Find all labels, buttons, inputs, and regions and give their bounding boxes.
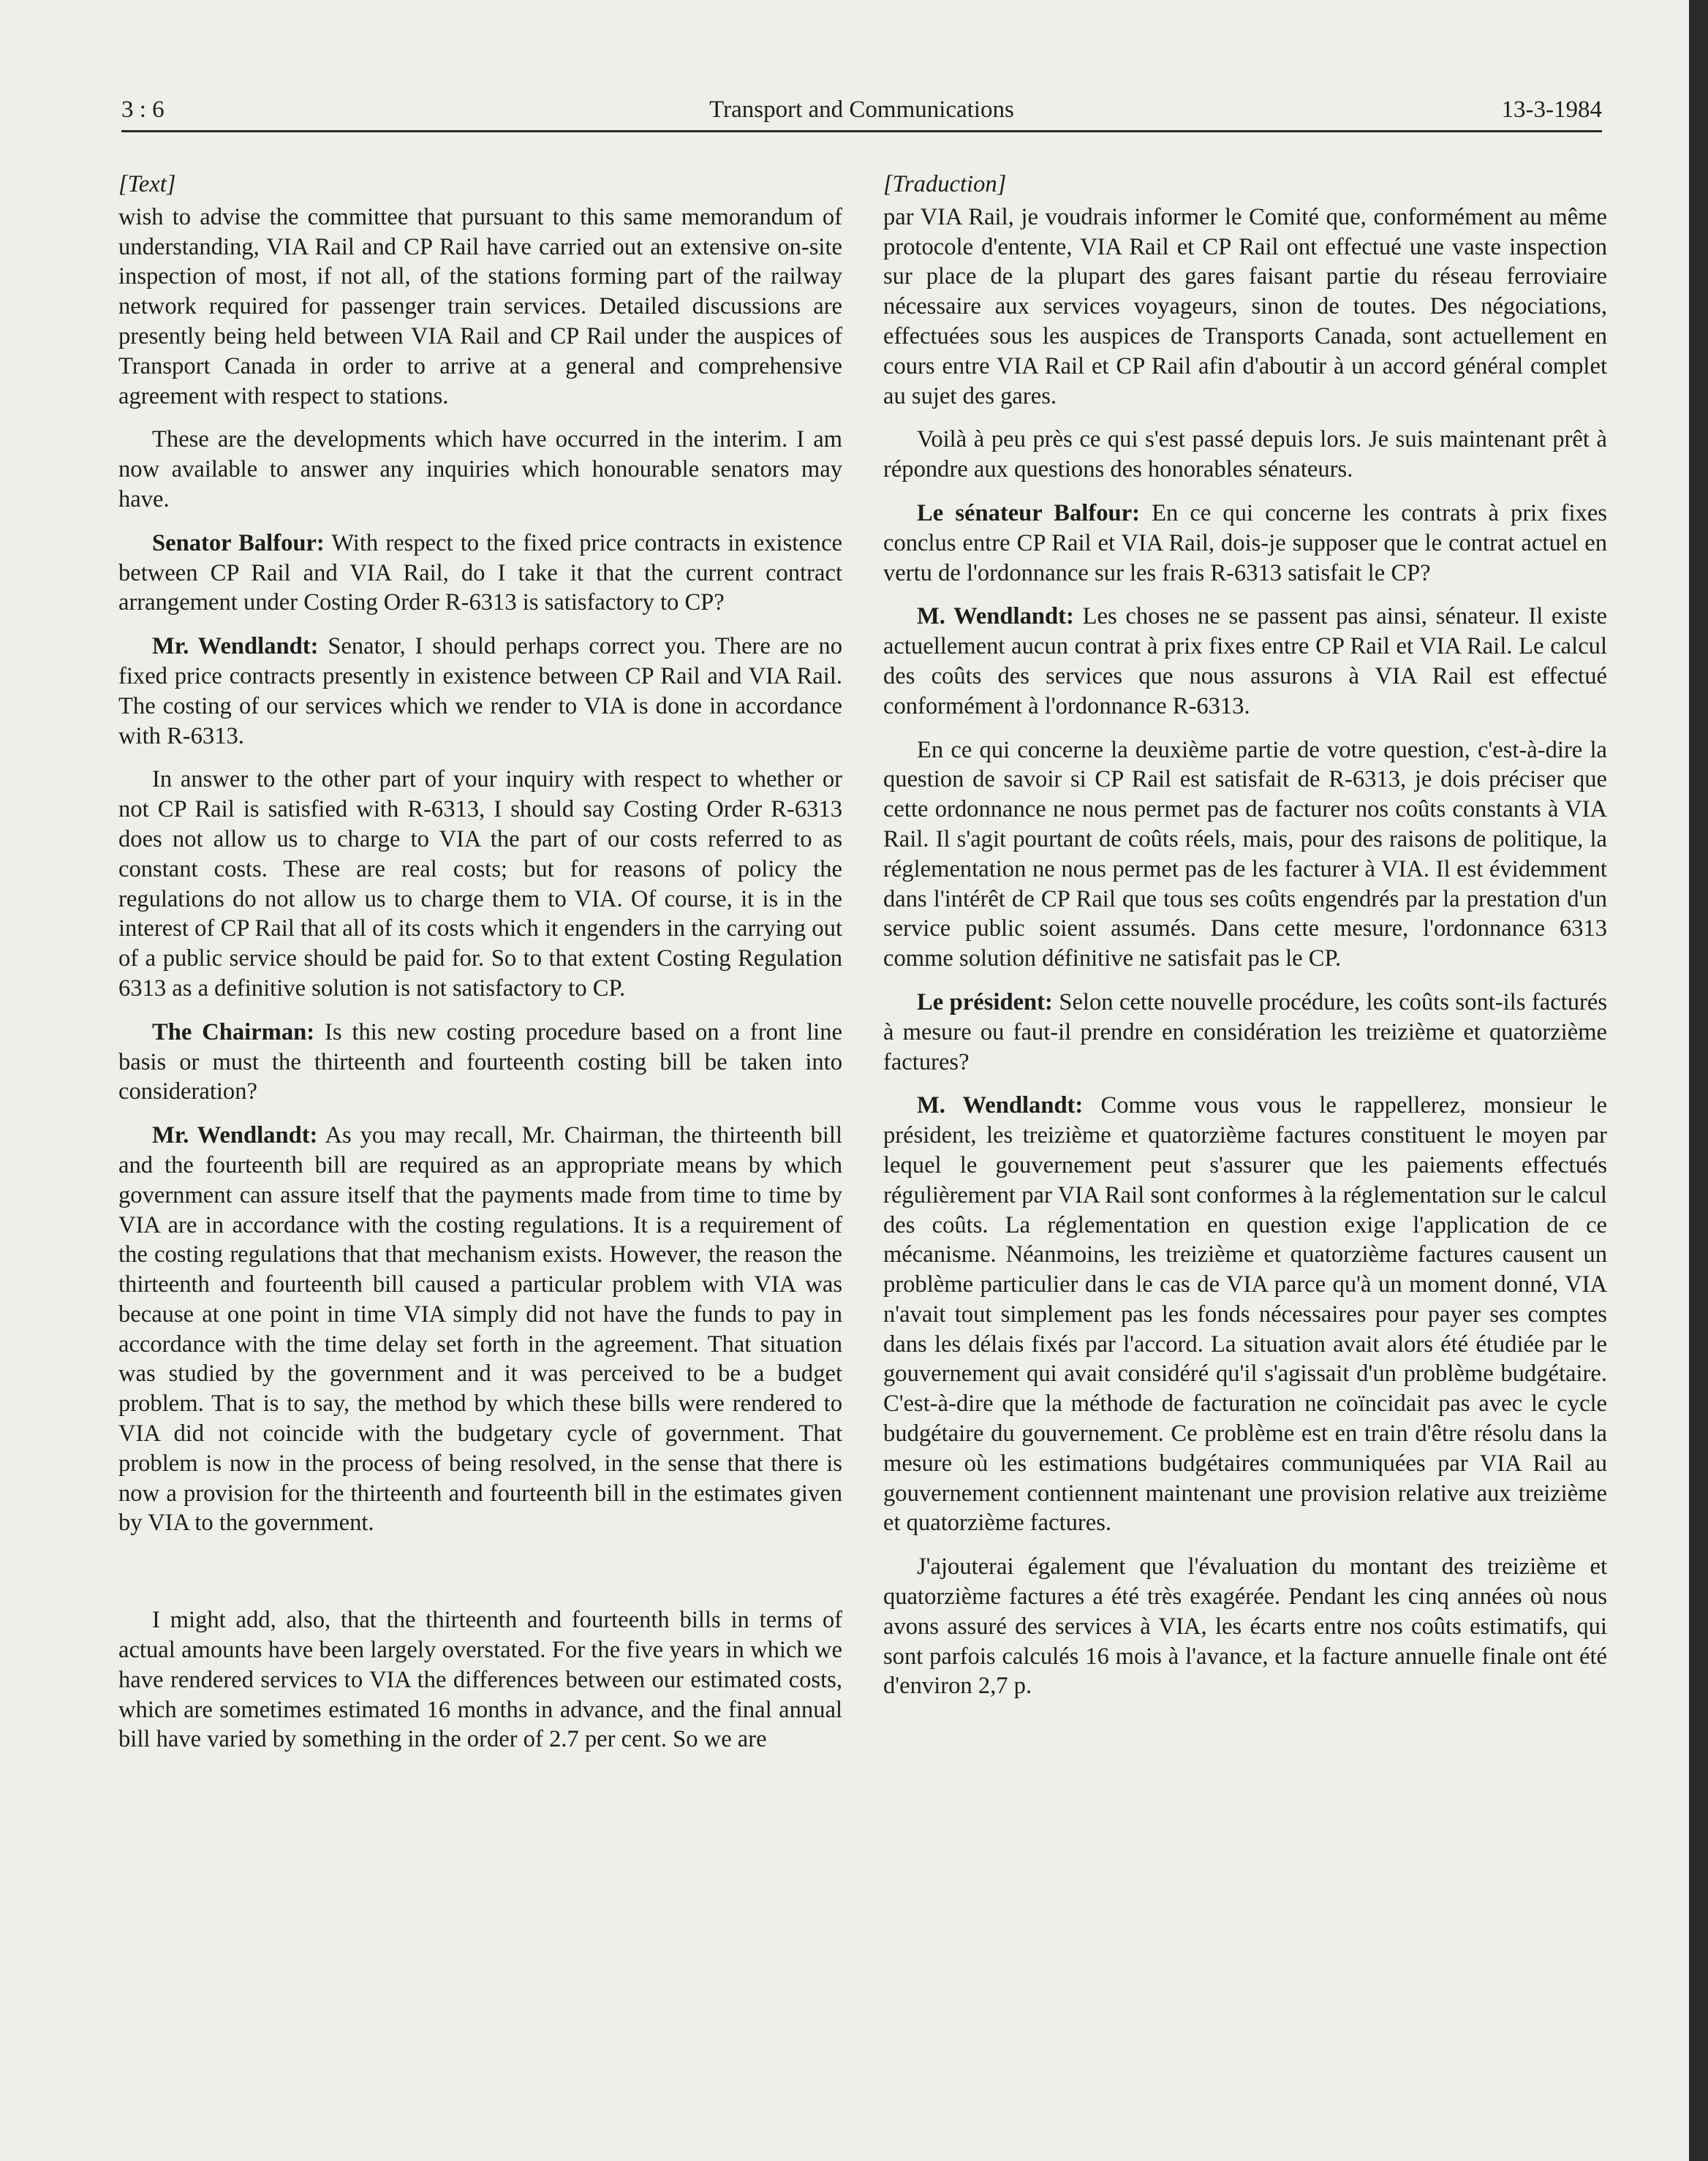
paragraph: par VIA Rail, je voudrais informer le Comité que, conformément au même protocole d'entente, VIA Rail et CP Rail ont effectué une vaste inspection sur place de la plupart des gares faisant partie du réseau ferroviaire nécessaire aux services voyageurs, sinon de toutes. Des négociations, effectuées sous les auspices de Transports Canada, sont actuellement en cours entre VIA Rail et CP Rail afin d'aboutir à un accord général complet au sujet des gares.	[883, 203, 1607, 409]
speech-text: Is this new costing procedure based on a front line basis or must the thirteenth and fourteenth costing bill be taken into consideration?	[118, 1018, 842, 1105]
paragraph: J'ajouterai également que l'évaluation du montant des treizième et quatorzième factures a été très exagérée. Pendant les cinq années où nous avons assuré des services à VIA, les écarts entre nos coûts estimatifs, qui sont parfois calculés 16 mois à l'avance, et la facture annuelle finale ont été d'environ 2,7 p.	[883, 1553, 1607, 1700]
paragraph: wish to advise the committee that pursuant to this same memorandum of understanding, VIA Rail and CP Rail have carried out an extensive on-site inspection of most, if not all, of the stations forming part of the railway network required for passenger train services. Detailed discussions are presently being held between VIA Rail and CP Rail under the auspices of Transport Canada in order to arrive at a general and comprehensive agreement with respect to stations.	[118, 203, 842, 409]
speaker-name: Le président:	[917, 988, 1053, 1015]
column-tag: [Text]	[118, 171, 176, 197]
paragraph	[883, 602, 1607, 721]
speaker-name: M. Wendlandt:	[917, 1092, 1084, 1119]
paragraph	[118, 1018, 842, 1107]
speech-text: Comme vous vous le rappellerez, monsieur le président, les treizième et quatorzième factures constituent le moyen par lequel le gouvernement peut s'assurer que les paiements effectués régulièrement par VIA Rail sont conformes à la réglementation sur le calcul des coûts. La réglementation en question exige l'application de ce mécanisme. Néanmoins, les treizième et quatorzième factures causent un problème particulier dans le cas de VIA parce qu'à un moment donné, VIA n'avait tout simplement pas les fonds nécessaires pour payer ses comptes dans les délais fixés par l'accord. La situation avait alors été étudiée par le gouvernement qui avait considéré qu'il s'agissait d'un problème budgétaire. C'est-à-dire que la méthode de facturation ne coïncidait pas avec le cycle budgétaire du gouvernement. Ce problème est en train d'être résolu dans la mesure où les estimations budgétaires communiquées par VIA Rail au gouvernement contiennent maintenant une provision relative aux treizième et quatorzième factures.	[883, 1092, 1607, 1537]
paragraph	[118, 632, 842, 751]
issue-date: 13-3-1984	[1501, 96, 1602, 123]
paragraph	[118, 1121, 842, 1538]
page-edge-shadow	[1689, 0, 1708, 2161]
paragraph: These are the developments which have occurred in the interim. I am now available to answer any inquiries which honourable senators may have.	[118, 426, 842, 512]
publication-title: Transport and Communications	[709, 96, 1014, 123]
speech-text: En ce qui concerne les contrats à prix fixes conclus entre CP Rail et VIA Rail, dois-je supposer que le contrat actuel en vertu de l'ordonnance sur les frais R-6313 satisfait le CP?	[883, 499, 1607, 586]
speech-text: Les choses ne se passent pas ainsi, sénateur. Il existe actuellement aucun contrat à prix fixes entre CP Rail et VIA Rail. Le calcul des coûts des services que nous assurons à VIA Rail est effectué conformément à l'ordonnance R-6313.	[883, 603, 1607, 719]
page-header	[121, 94, 1602, 132]
paragraph	[883, 1091, 1607, 1538]
paragraph: In answer to the other part of your inquiry with respect to whether or not CP Rail is satisfied with R-6313, I should say Costing Order R-6313 does not allow us to charge to VIA the part of our costs referred to as constant costs. These are real costs; but for reasons of policy the regulations do not allow us to charge them to VIA. Of course, it is in the interest of CP Rail that all of its costs which it engenders in the carrying out of a public service should be paid for. So to that extent Costing Regulation 6313 as a definitive solution is not satisfactory to CP.	[118, 766, 842, 1002]
page-number: 3 : 6	[121, 96, 165, 123]
paragraph: Voilà à peu près ce qui s'est passé depuis lors. Je suis maintenant prêt à répondre aux questions des honorables sénateurs.	[883, 426, 1607, 483]
paragraph	[883, 499, 1607, 588]
speaker-name: Le sénateur Balfour:	[917, 499, 1140, 526]
english-column	[118, 170, 842, 1768]
speech-text: As you may recall, Mr. Chairman, the thirteenth bill and the fourteenth bill are required as an appropriate means by which government can assure itself that the payments made from time to time by VIA are in accordance with the costing regulations. It is a requirement of the costing regulations that that mechanism exists. However, the reason the thirteenth and fourteenth bill caused a particular problem with VIA was because at one point in time VIA simply did not have the funds to pay in accordance with the time delay set forth in the agreement. That situation was studied by the government and it was perceived to be a budget problem. That is to say, the method by which these bills were rendered to VIA did not coincide with the budgetary cycle of government. That problem is now in the process of being resolved, in the sense that there is now a provision for the thirteenth and fourteenth bill in the estimates given by VIA to the government.	[118, 1122, 842, 1537]
paragraph	[118, 529, 842, 618]
speech-text: Selon cette nouvelle procédure, les coûts sont-ils facturés à mesure ou faut-il prendre en considération les treizième et quatorzième factures?	[883, 988, 1607, 1075]
paragraph	[883, 988, 1607, 1077]
speech-text: With respect to the fixed price contracts in existence between CP Rail and VIA Rail, do I take it that the current contract arrangement under Costing Order R-6313 is satisfactory to CP?	[118, 529, 843, 616]
paragraph: I might add, also, that the thirteenth and fourteenth bills in terms of actual amounts have been largely overstated. For the five years in which we have rendered services to VIA the differences between our estimated costs, which are sometimes estimated 16 months in advance, and the final annual bill have varied by something in the order of 2.7 per cent. So we are	[118, 1607, 842, 1753]
speaker-name: Mr. Wendlandt:	[152, 633, 319, 660]
french-column	[883, 170, 1607, 1715]
column-tag: [Traduction]	[883, 171, 1007, 197]
speaker-name: M. Wendlandt:	[917, 603, 1074, 630]
speaker-name: Mr. Wendlandt:	[152, 1122, 318, 1149]
speech-text: Senator, I should perhaps correct you. There are no fixed price contracts presently in existence between CP Rail and VIA Rail. The costing of our services which we render to VIA is done in accordance with R-6313.	[118, 633, 842, 749]
speaker-name: Senator Balfour:	[152, 529, 325, 556]
paragraph: En ce qui concerne la deuxième partie de votre question, c'est-à-dire la question de savoir si CP Rail est satisfait de R-6313, je dois préciser que cette ordonnance ne nous permet pas de facturer nos coûts constants à VIA Rail. Il s'agit pourtant de coûts réels, mais, pour des raisons de politique, la réglementation ne nous permet pas de les facturer à VIA. Il est évidemment dans l'intérêt de CP Rail que tous ses coûts engendrés par la prestation d'un service public soient assumés. Dans cette mesure, l'ordonnance 6313 comme solution définitive ne satisfait pas le CP.	[883, 736, 1607, 972]
speaker-name: The Chairman:	[152, 1018, 315, 1045]
